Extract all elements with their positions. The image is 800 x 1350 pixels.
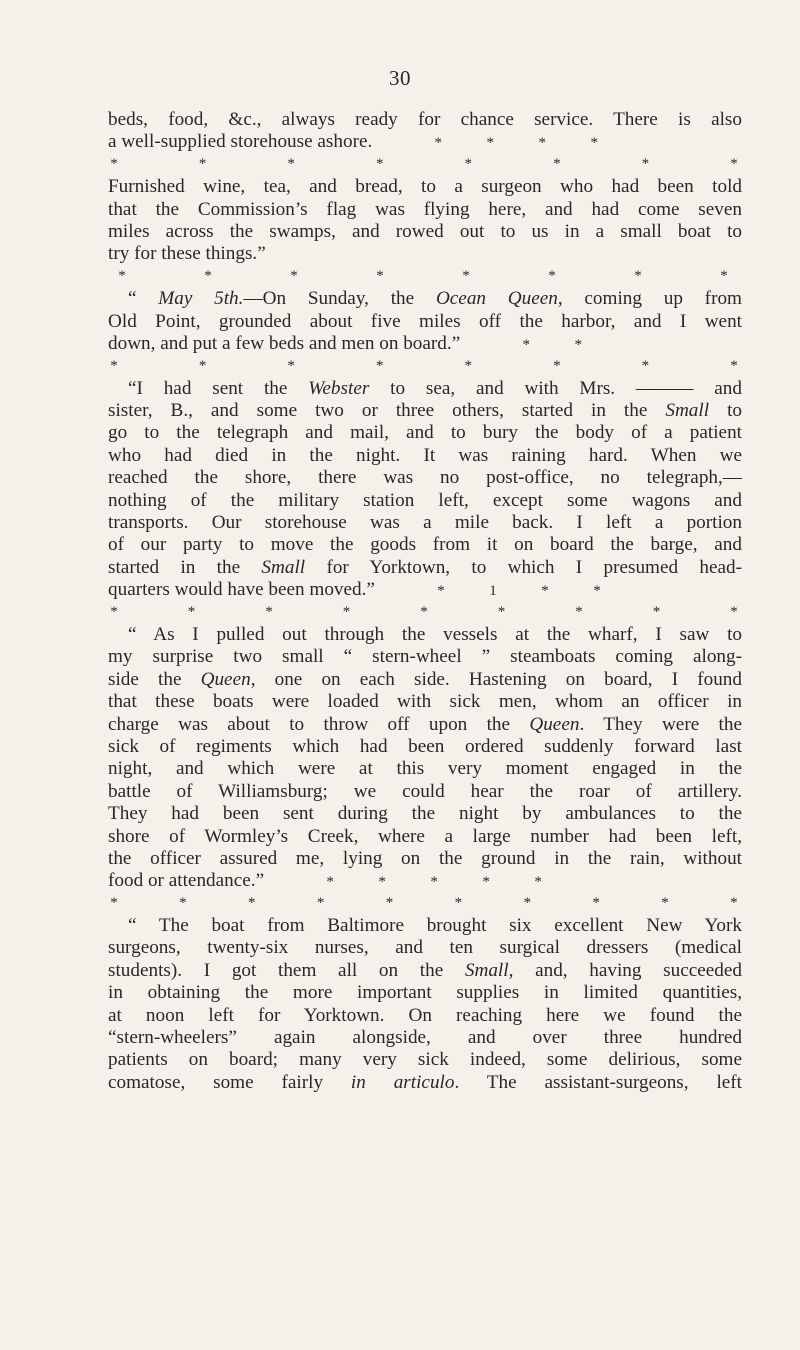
text-line — [108, 512, 742, 534]
line-text: quarters would have been moved.” — [108, 579, 375, 601]
text-line — [108, 176, 742, 198]
ellipsis-asterisk-row — [108, 355, 742, 377]
text-line — [108, 982, 742, 1004]
asterisk-mark: * — [375, 357, 384, 374]
text-line — [108, 826, 742, 848]
text-line — [108, 691, 742, 713]
asterisk-mark: * — [464, 156, 472, 173]
line-text: transports. Our storehouse was a mile back. I left a portion — [108, 512, 742, 534]
asterisk-mark: * — [437, 583, 445, 600]
text-line — [108, 758, 742, 780]
line-text: that the Commission’s flag was flying here, and had come seven — [108, 198, 742, 220]
line-text: reached the shore, there was no post-office, no telegraph,— — [108, 467, 742, 489]
ellipsis-asterisk-row — [108, 266, 742, 288]
line-text: go to the telegraph and mail, and to bury the body of a patient — [108, 422, 742, 444]
text-line — [108, 422, 742, 444]
asterisk-mark: * — [198, 357, 207, 374]
line-text: food or attendance.” — [108, 870, 265, 892]
asterisk-mark: * — [420, 604, 428, 621]
line-text: “ As I pulled out through the vessels at the wharf, I saw to — [128, 623, 742, 645]
page-number: 30 — [389, 66, 411, 90]
asterisk-mark: * — [378, 874, 386, 891]
asterisk-mark: * — [110, 895, 118, 912]
asterisk-mark: * — [342, 604, 351, 621]
asterisk-mark: * — [730, 156, 738, 173]
line-text: beds, food, &c., always ready for chance service. There is also — [108, 109, 742, 130]
asterisk-mark: * — [548, 268, 556, 285]
asterisk-mark: * — [118, 268, 126, 285]
asterisk-mark: * — [641, 156, 650, 173]
text-line — [108, 736, 742, 758]
asterisk-mark: * — [553, 357, 561, 374]
asterisk-mark: * — [430, 874, 438, 891]
line-text: down, and put a few beds and men on board.” — [108, 332, 461, 354]
asterisk-mark: * — [538, 135, 547, 152]
line-text: the officer assured me, lying on the ground in the rain, without — [108, 847, 742, 869]
page-body-text — [108, 109, 742, 1094]
asterisk-mark: * — [287, 357, 295, 374]
text-line — [108, 960, 742, 982]
asterisk-mark: * — [486, 135, 495, 152]
text-line — [108, 467, 742, 489]
asterisk-mark: * — [376, 268, 384, 285]
line-text: “ The boat from Baltimore brought six excellent New York — [128, 915, 742, 937]
ellipsis-asterisk-row — [108, 893, 742, 915]
asterisk-mark: * — [593, 583, 601, 600]
asterisk-mark: * — [497, 604, 506, 621]
text-line — [108, 803, 742, 825]
line-text: started in the Small for Yorktown, to which I presumed head- — [108, 556, 742, 578]
text-line — [108, 1049, 742, 1071]
text-line — [108, 534, 742, 556]
asterisk-mark: * — [730, 604, 738, 621]
line-text: charge was about to throw off upon the Queen. They were the — [108, 713, 742, 735]
text-line — [108, 243, 742, 265]
text-line — [108, 669, 742, 691]
asterisk-mark: 1 — [489, 583, 497, 600]
asterisk-mark: * — [375, 156, 384, 173]
line-text: nothing of the military station left, except some wagons and — [108, 489, 742, 511]
line-text: try for these things.” — [108, 243, 266, 265]
asterisk-mark: * — [541, 583, 549, 600]
text-line — [108, 109, 742, 131]
asterisk-mark: * — [110, 357, 118, 374]
asterisk-mark: * — [641, 357, 650, 374]
line-text: of our party to move the goods from it on board the barge, and — [108, 534, 742, 556]
text-line — [108, 131, 742, 153]
asterisk-mark: * — [523, 895, 531, 912]
asterisk-mark: * — [574, 336, 582, 353]
text-line — [108, 221, 742, 243]
asterisk-mark: * — [592, 895, 600, 912]
line-text: sick of regiments which had been ordered suddenly forward last — [108, 735, 742, 757]
text-line — [108, 781, 742, 803]
text-line — [108, 848, 742, 870]
text-line — [108, 1072, 742, 1094]
asterisk-mark: * — [730, 895, 738, 912]
line-text: at noon left for Yorktown. On reaching here we found the — [108, 1004, 742, 1026]
line-text: They had been sent during the night by ambulances to the — [108, 803, 742, 825]
asterisk-mark: * — [290, 268, 298, 285]
text-line — [108, 870, 742, 892]
line-text: that these boats were loaded with sick men, whom an officer in — [108, 691, 742, 713]
line-text: side the Queen, one on each side. Hastening on board, I found — [108, 668, 742, 690]
asterisk-mark: * — [265, 604, 273, 621]
text-line — [108, 400, 742, 422]
asterisk-mark: * — [204, 268, 212, 285]
ellipsis-asterisk-row — [108, 602, 742, 624]
text-line — [108, 199, 742, 221]
asterisk-mark: * — [198, 156, 207, 173]
asterisk-mark: * — [110, 604, 118, 621]
line-text: “ May 5th.—On Sunday, the Ocean Queen, coming up from — [128, 288, 742, 310]
line-text: in obtaining the more important supplies in limited quantities, — [108, 982, 742, 1004]
line-text: battle of Williamsburg; we could hear the roar of artillery. — [108, 780, 742, 802]
text-line — [108, 1027, 742, 1049]
line-text: sister, B., and some two or three others, started in the Small to — [108, 400, 742, 422]
asterisk-mark: * — [454, 895, 463, 912]
asterisk-mark: * — [522, 336, 530, 353]
line-text: a well-supplied storehouse ashore. — [108, 131, 373, 153]
line-text: night, and which were at this very moment engaged in the — [108, 758, 742, 780]
asterisk-mark: * — [464, 357, 472, 374]
text-line — [108, 579, 742, 601]
asterisk-mark: * — [326, 874, 334, 891]
asterisk-mark: * — [652, 604, 661, 621]
asterisk-mark: * — [534, 874, 542, 891]
asterisk-mark: * — [482, 874, 490, 891]
text-line — [108, 915, 742, 937]
text-line — [108, 378, 742, 400]
asterisk-mark: * — [110, 156, 118, 173]
asterisk-mark: * — [634, 268, 642, 285]
text-line — [108, 311, 742, 333]
asterisk-mark: * — [730, 357, 738, 374]
text-line — [108, 490, 742, 512]
ellipsis-asterisk-row — [108, 154, 742, 176]
text-line — [108, 333, 742, 355]
line-text: patients on board; many very sick indeed, some delirious, some — [108, 1049, 742, 1071]
text-line — [108, 624, 742, 646]
text-line — [108, 288, 742, 310]
asterisk-mark: * — [187, 604, 196, 621]
asterisk-mark: * — [287, 156, 295, 173]
line-text: Furnished wine, tea, and bread, to a surgeon who had been told — [108, 176, 742, 198]
text-line — [108, 445, 742, 467]
asterisk-mark: * — [661, 895, 669, 912]
asterisk-mark: * — [179, 895, 187, 912]
asterisk-mark: * — [720, 268, 728, 285]
line-text: comatose, some fairly in articulo. The assistant-surgeons, left — [108, 1071, 743, 1093]
line-text: “I had sent the Webster to sea, and with Mrs. ——— and — [128, 377, 742, 399]
asterisk-mark: * — [434, 135, 443, 152]
asterisk-mark: * — [553, 156, 561, 173]
line-text: who had died in the night. It was raining hard. When we — [108, 444, 742, 466]
asterisk-mark: * — [462, 268, 470, 285]
line-text: “stern-wheelers” again alongside, and over three hundred — [108, 1027, 742, 1049]
text-line — [108, 714, 742, 736]
text-line — [108, 557, 742, 579]
line-text: shore of Wormley’s Creek, where a large number had been left, — [108, 825, 742, 847]
asterisk-mark: * — [248, 895, 256, 912]
line-text: miles across the swamps, and rowed out to us in a small boat to — [108, 220, 742, 242]
line-text: students). I got them all on the Small, and, having succeeded — [108, 959, 742, 981]
asterisk-mark: * — [590, 135, 599, 152]
text-line — [108, 1005, 742, 1027]
asterisk-mark: * — [385, 895, 394, 912]
line-text: my surprise two small “ stern-wheel ” steamboats coming along- — [108, 646, 742, 668]
line-text: Old Point, grounded about five miles off the harbor, and I went — [108, 310, 742, 332]
line-text: surgeons, twenty-six nurses, and ten surgical dressers (medical — [108, 937, 742, 959]
text-line — [108, 937, 742, 959]
text-line — [108, 646, 742, 668]
asterisk-mark: * — [575, 604, 583, 621]
asterisk-mark: * — [316, 895, 325, 912]
